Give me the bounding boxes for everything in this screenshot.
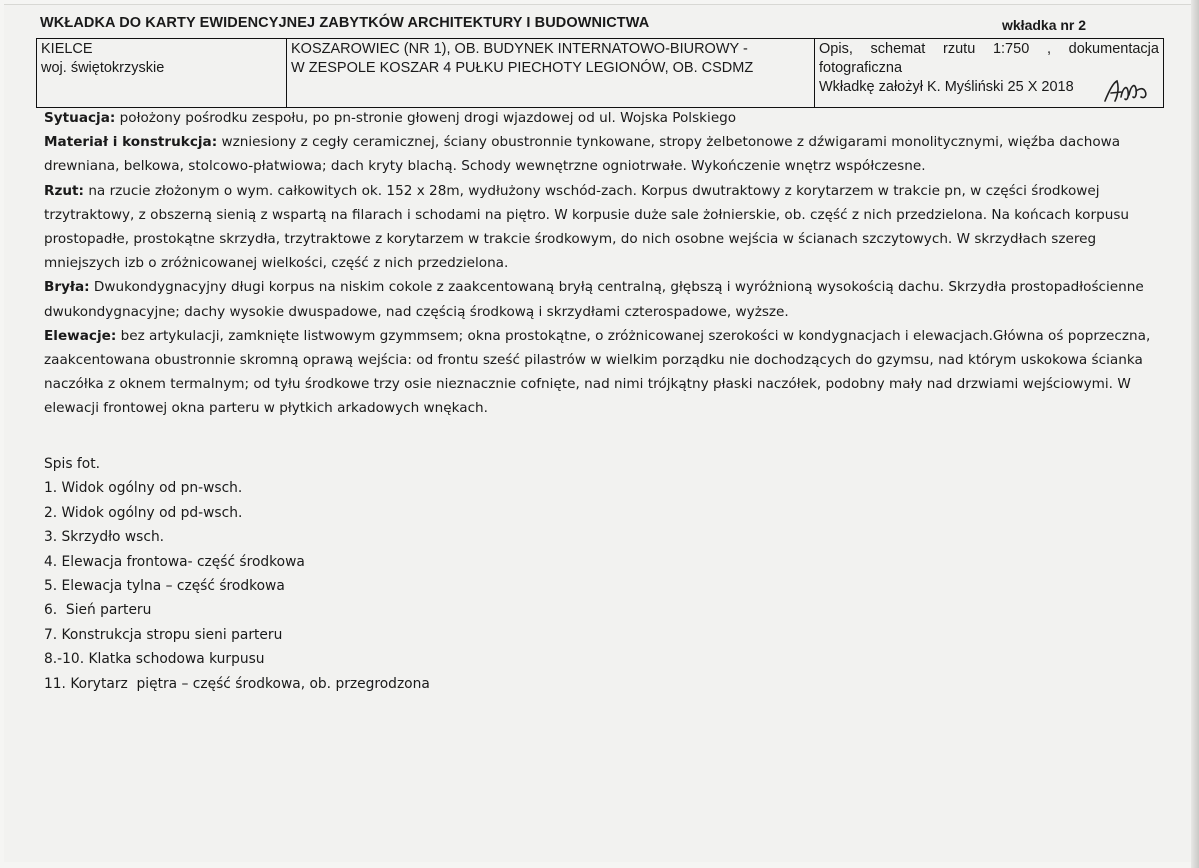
section-massing <box>44 275 1164 323</box>
object-name-line1: KOSZAROWIEC (NR 1), OB. BUDYNEK INTERNATOWO-BIUROWY - <box>291 41 748 57</box>
handwritten-signature <box>1101 77 1151 105</box>
contents-word: 1:750 <box>992 41 1030 57</box>
photo-list-item: 2. Widok ogólny od pd-wsch. <box>44 504 243 521</box>
section-text: na rzucie złożonym o wym. całkowitych ok. 152 x 28m, wydłużony wschód-zach. Korpus dwutraktowy z korytarzem w trakcie pn, w części środkowej trzytraktowy, z obszerną sienią z wspartą na filarach i schodami na piętro. W korpusie duże sale żołnierskie, ob. część z nich przedzielona. Na końcach korpusu prostopadłe, prostokątne skrzydła, trzytraktowe z korytarzem w trakcie środkowym, do nich osobne wejścia w ścianach szczytowych. W skrzydłach szereg mniejszych izb o zróżnicowanej wielkości, część z nich przedzielona. <box>44 182 1130 272</box>
document-title: WKŁADKA DO KARTY EWIDENCYJNEJ ZABYTKÓW ARCHITEKTURY I BUDOWNICTWA <box>40 15 650 31</box>
scan-edge <box>1191 0 1199 868</box>
section-text: bez artykulacji, zamknięte listwowym gzymmsem; okna prostokątne, o zróżnicowanej szerokości w kondygnacjach i elewacjach.Główna oś poprzeczna, zaakcentowana obustronnie skromną oprawą wejścia: od frontu sześć pilastrów w wielkim porządku nie dochodzących do gzymsu, nad którym uskokowa ścianka naczółka z oknem termalnym; od tyłu środkowe trzy osie nieznacznie cofnięte, nad nimi trójkątny płaski naczółek, podobny mały nad drzwiami wejściowymi. W elewacji frontowej okna parteru w płytkich arkadowych wnękach. <box>44 327 1151 417</box>
section-elevations <box>44 324 1164 421</box>
contents-word: , <box>1046 41 1051 57</box>
photo-list-item: 4. Elewacja frontowa- część środkowa <box>44 553 305 570</box>
object-cell <box>287 39 815 107</box>
contents-word: Opis, <box>819 41 853 57</box>
contents-cell <box>815 39 1163 107</box>
region: woj. świętokrzyskie <box>41 60 165 76</box>
photo-list-heading: Spis fot. <box>44 456 101 472</box>
location-cell <box>37 39 287 107</box>
contents-word: rzutu <box>943 41 976 57</box>
contents-line2: fotograficzna <box>819 60 903 76</box>
photo-list-item: 3. Skrzydło wsch. <box>44 529 165 546</box>
photo-list-item: 8.-10. Klatka schodowa kurpusu <box>44 651 265 668</box>
section-plan <box>44 179 1164 276</box>
section-situation <box>44 106 1164 130</box>
section-material <box>44 130 1164 178</box>
author-line: Wkładkę założył K. Myśliński 25 X 2018 <box>819 79 1074 95</box>
section-label: Elewacje: <box>44 327 117 344</box>
photo-list-item: 5. Elewacja tylna – część środkowa <box>44 578 285 595</box>
photo-list-item: 11. Korytarz piętra – część środkowa, ob. przegrodzona <box>44 675 430 692</box>
section-text: położony pośrodku zespołu, po pn-stronie głowenj drogi wjazdowej od ul. Wojska Polskiego <box>115 110 737 126</box>
contents-word: schemat <box>870 41 926 57</box>
photo-list-item: 6. Sień parteru <box>44 602 152 619</box>
section-label: Bryła: <box>44 279 90 296</box>
section-text: Dwukondygnacyjny długi korpus na niskim cokole z zaakcentowaną bryłą centralną, głębszą i wyróżnioną wysokością dachu. Skrzydła prostopadłościenne dwukondygnacyjne; dachy wysokie dwuspadowe, nad częścią środkową i skrzydłami czterospadowe, wyższe. <box>44 279 1144 320</box>
insert-number: wkładka nr 2 <box>1002 17 1087 33</box>
object-name-line2: W ZESPOLE KOSZAR 4 PUŁKU PIECHOTY LEGIONÓW, OB. CSDMZ <box>291 60 754 76</box>
photo-list-item: 7. Konstrukcja stropu sieni parteru <box>44 626 283 643</box>
contents-word: dokumentacja <box>1068 41 1159 57</box>
description-body <box>44 106 1164 421</box>
section-text: wzniesiony z cegły ceramicznej, ściany obustronnie tynkowane, stropy żelbetonowe z dźwigarami monolitycznymi, więźba dachowa drewniana, belkowa, stolcowo-płatwiowa; dach kryty blachą. Schody wewnętrzne ogniotrwałe. Wykończenie wnętrz współczesne. <box>44 134 1121 175</box>
section-label: Sytuacja: <box>44 110 116 126</box>
section-label: Rzut: <box>44 182 84 199</box>
contents-line1 <box>819 40 1159 59</box>
photo-list <box>44 452 430 696</box>
section-label: Materiał i konstrukcja: <box>44 134 218 151</box>
info-table <box>36 38 1164 108</box>
city: KIELCE <box>41 41 93 57</box>
photo-list-item: 1. Widok ogólny od pn-wsch. <box>44 480 243 497</box>
